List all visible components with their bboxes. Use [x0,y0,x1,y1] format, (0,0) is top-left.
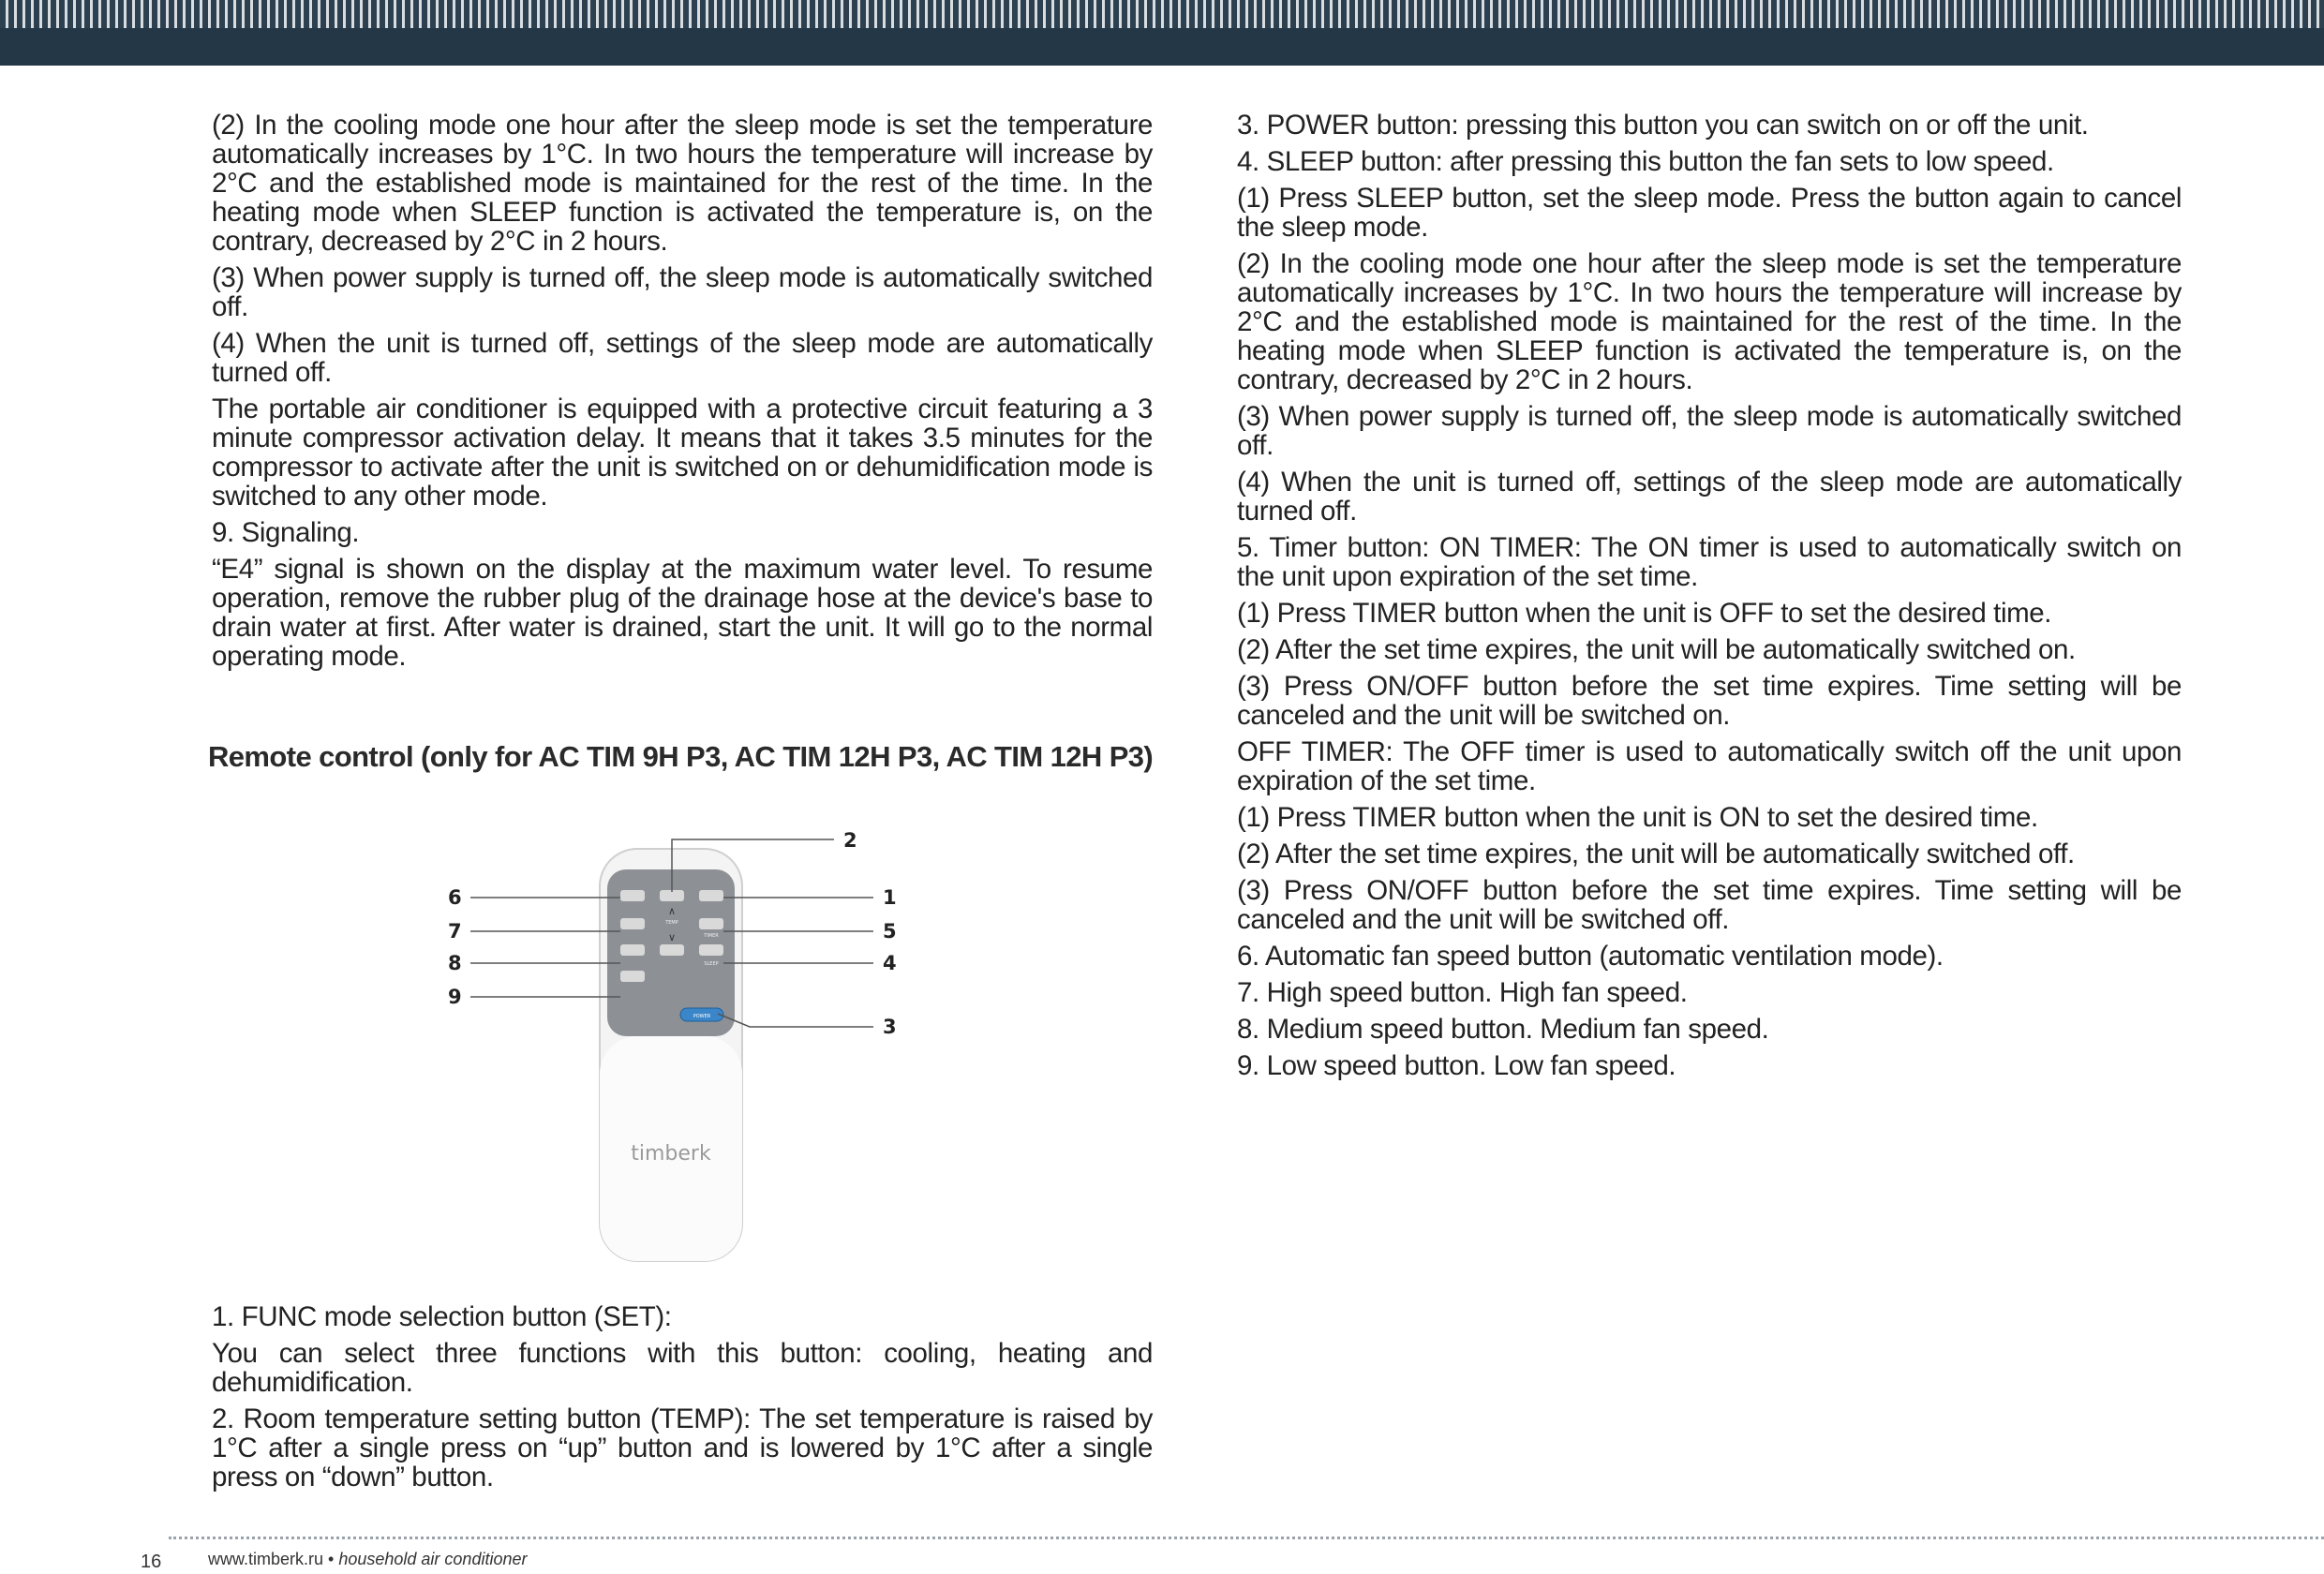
callout-3: 3 [883,1016,897,1038]
paragraph: (1) Press SLEEP button, set the sleep mode. Press the button again to cancel the sleep mode. [1237,183,2182,243]
timer-label: TIMER [704,933,719,939]
remote-control-heading: Remote control (only for AC TIM 9H P3, AC TIM 12H P3, AC TIM 12H P3) [208,740,1154,773]
sleep-label: SLEEP [704,961,719,967]
paragraph: (3) When power supply is turned off, the sleep mode is automatically switched off. [212,262,1153,322]
callout-4: 4 [883,952,897,974]
paragraph: 2. Room temperature setting button (TEMP): The set temperature is raised by 1°C after a single press on “up” button and is lowered by 1°C after a single press on “down” button. [212,1403,1153,1492]
footer-divider [169,1537,2324,1539]
auto-button [620,890,645,901]
paragraph: (4) When the unit is turned off, settings of the sleep mode are automatically turned off. [1237,467,2182,527]
remote-control-illustration [440,813,909,1282]
paragraph: 9. Low speed button. Low fan speed. [1237,1050,1676,1081]
left-column [212,111,1153,678]
left-column-lower [212,1302,1153,1499]
low-button [620,971,645,982]
paragraph: (2) After the set time expires, the unit will be automatically switched off. [1237,839,2075,869]
paragraph: 1. FUNC mode selection button (SET): [212,1301,672,1332]
right-column [1237,111,2182,1088]
callout-7: 7 [448,920,462,943]
paragraph: 5. Timer button: ON TIMER: The ON timer is used to automatically switch on the unit upon expiration of the set time. [1237,532,2182,592]
callout-9: 9 [448,986,462,1008]
sleep-button [699,944,723,956]
paragraph: (4) When the unit is turned off, settings of the sleep mode are automatically turned off. [212,328,1153,388]
paragraph: 4. SLEEP button: after pressing this button the fan sets to low speed. [1237,146,2054,177]
paragraph: 9. Signaling. [212,517,360,548]
paragraph: 6. Automatic fan speed button (automatic ventilation mode). [1237,941,1944,972]
paragraph: “E4” signal is shown on the display at the maximum water level. To resume operation, remove the rubber plug of the drainage hose at the device's base to drain water at first. After water is drained, start the unit. It will go to the normal operating mode. [212,554,1153,672]
paragraph: (3) Press ON/OFF button before the set time expires. Time setting will be canceled and the unit will be switched off. [1237,875,2182,935]
power-label: POWER [693,1014,711,1019]
paragraph: (2) In the cooling mode one hour after the sleep mode is set the temperature automatically increases by 1°C. In two hours the temperature will increase by 2°C and the established mode is maintained for the rest of the time. In the heating mode when SLEEP function is activated the temperature is, on the contrary, decreased by 2°C in 2 hours. [1237,248,2182,395]
callout-8: 8 [448,952,462,974]
callout-2: 2 [843,829,857,852]
paragraph: OFF TIMER: The OFF timer is used to automatically switch off the unit upon expiration of the set time. [1237,736,2182,796]
callout-5: 5 [883,920,897,943]
paragraph: (2) After the set time expires, the unit will be automatically switched on. [1237,634,2076,665]
footer-tagline: household air conditioner [338,1550,528,1568]
paragraph: You can select three functions with this button: cooling, heating and dehumidification. [212,1338,1153,1398]
func-button [699,890,723,901]
callout-6: 6 [448,886,462,909]
paragraph: 8. Medium speed button. Medium fan speed. [1237,1014,1769,1045]
footer-text [208,1550,527,1569]
timer-button [699,918,723,929]
paragraph: The portable air conditioner is equipped with a protective circuit featuring a 3 minute compressor activation delay. It means that it takes 3.5 minutes for the compressor to activate after the unit is switched on or dehumidification mode is switched to any other mode. [212,394,1153,512]
temp-up-icon: ∧ [667,905,677,917]
paragraph: 7. High speed button. High fan speed. [1237,977,1688,1008]
paragraph: (2) In the cooling mode one hour after the sleep mode is set the temperature automatically increases by 1°C. In two hours the temperature will increase by 2°C and the established mode is maintained for the rest of the time. In the heating mode when SLEEP function is activated the temperature is, on the contrary, decreased by 2°C in 2 hours. [212,110,1153,257]
footer-site: www.timberk.ru [208,1550,324,1568]
callout-1: 1 [883,886,897,909]
paragraph: (3) When power supply is turned off, the sleep mode is automatically switched off. [1237,401,2182,461]
paragraph: (3) Press ON/OFF button before the set time expires. Time setting will be canceled and the unit will be switched on. [1237,671,2182,731]
page-number: 16 [141,1552,162,1572]
temp-down-button [660,944,684,956]
temp-down-icon: ∨ [667,931,677,943]
temp-label: TEMP [665,920,678,926]
header-stripes [0,0,2324,28]
paragraph: (1) Press TIMER button when the unit is OFF to set the desired time. [1237,598,2052,629]
brand-logo: timberk [631,1142,711,1166]
paragraph: (1) Press TIMER button when the unit is ON to set the desired time. [1237,802,2038,833]
remote-control-figure [440,813,909,1282]
footer-separator: • [323,1550,339,1568]
high-button [620,918,645,929]
paragraph: 3. POWER button: pressing this button you can switch on or off the unit. [1237,110,2089,141]
medium-button [620,944,645,956]
